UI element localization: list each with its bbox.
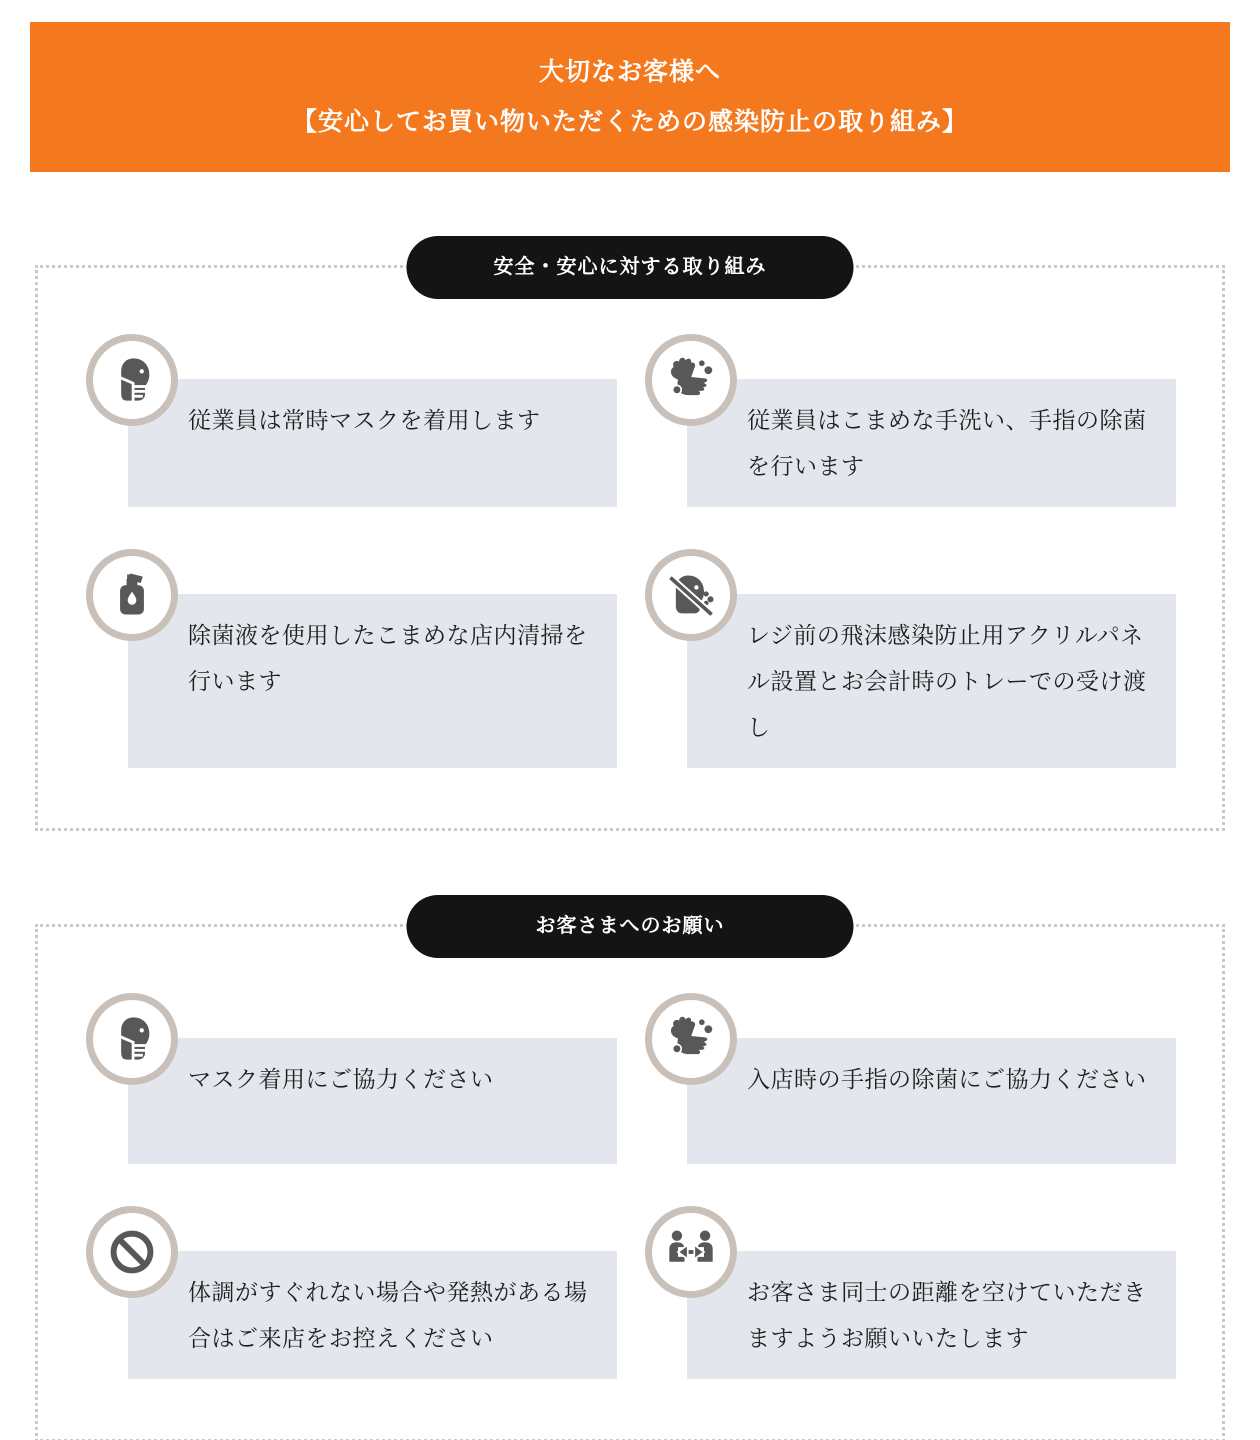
sanitizer-bottle-icon <box>86 549 178 641</box>
section-title-pill: 安全・安心に対する取り組み <box>407 236 854 299</box>
banner-title-line2: 【安心してお買い物いただくための感染防止の取り組み】 <box>291 108 968 136</box>
request-item-wear-mask <box>86 993 617 1164</box>
request-item-keep-distance <box>645 1206 1176 1379</box>
hand-washing-icon <box>645 993 737 1085</box>
requests-grid <box>86 993 1176 1379</box>
banner-title-line1: 大切なお客様へ <box>538 58 721 86</box>
measure-text: 従業員はこまめな手洗い、手指の除菌を行います <box>687 379 1176 507</box>
prohibition-icon <box>86 1206 178 1298</box>
request-text: 体調がすぐれない場合や発熱がある場合はご来店をお控えください <box>128 1251 617 1379</box>
section-title-pill: お客さまへのお願い <box>407 895 854 958</box>
measure-text: 除菌液を使用したこまめな店内清掃を行います <box>128 594 617 768</box>
measures-grid <box>86 334 1176 768</box>
request-item-stay-home-if-ill <box>86 1206 617 1379</box>
measure-text: 従業員は常時マスクを着用します <box>128 379 617 507</box>
measure-item-staff-mask <box>86 334 617 507</box>
social-distance-icon <box>645 1206 737 1298</box>
request-text: 入店時の手指の除菌にご協力ください <box>687 1038 1176 1164</box>
measure-item-acrylic-panel <box>645 549 1176 768</box>
hand-washing-icon <box>645 334 737 426</box>
mask-face-icon <box>86 993 178 1085</box>
header-banner <box>30 22 1230 172</box>
measure-text: レジ前の飛沫感染防止用アクリルパネル設置とお会計時のトレーでの受け渡し <box>687 594 1176 768</box>
no-droplet-spread-icon <box>645 549 737 641</box>
section-safety-measures <box>35 256 1225 831</box>
request-item-sanitize-hands <box>645 993 1176 1164</box>
section-customer-requests <box>35 915 1225 1440</box>
request-text: マスク着用にご協力ください <box>128 1038 617 1164</box>
measure-item-store-cleaning <box>86 549 617 768</box>
measure-item-staff-handwash <box>645 334 1176 507</box>
request-text: お客さま同士の距離を空けていただきますようお願いいたします <box>687 1251 1176 1379</box>
mask-face-icon <box>86 334 178 426</box>
